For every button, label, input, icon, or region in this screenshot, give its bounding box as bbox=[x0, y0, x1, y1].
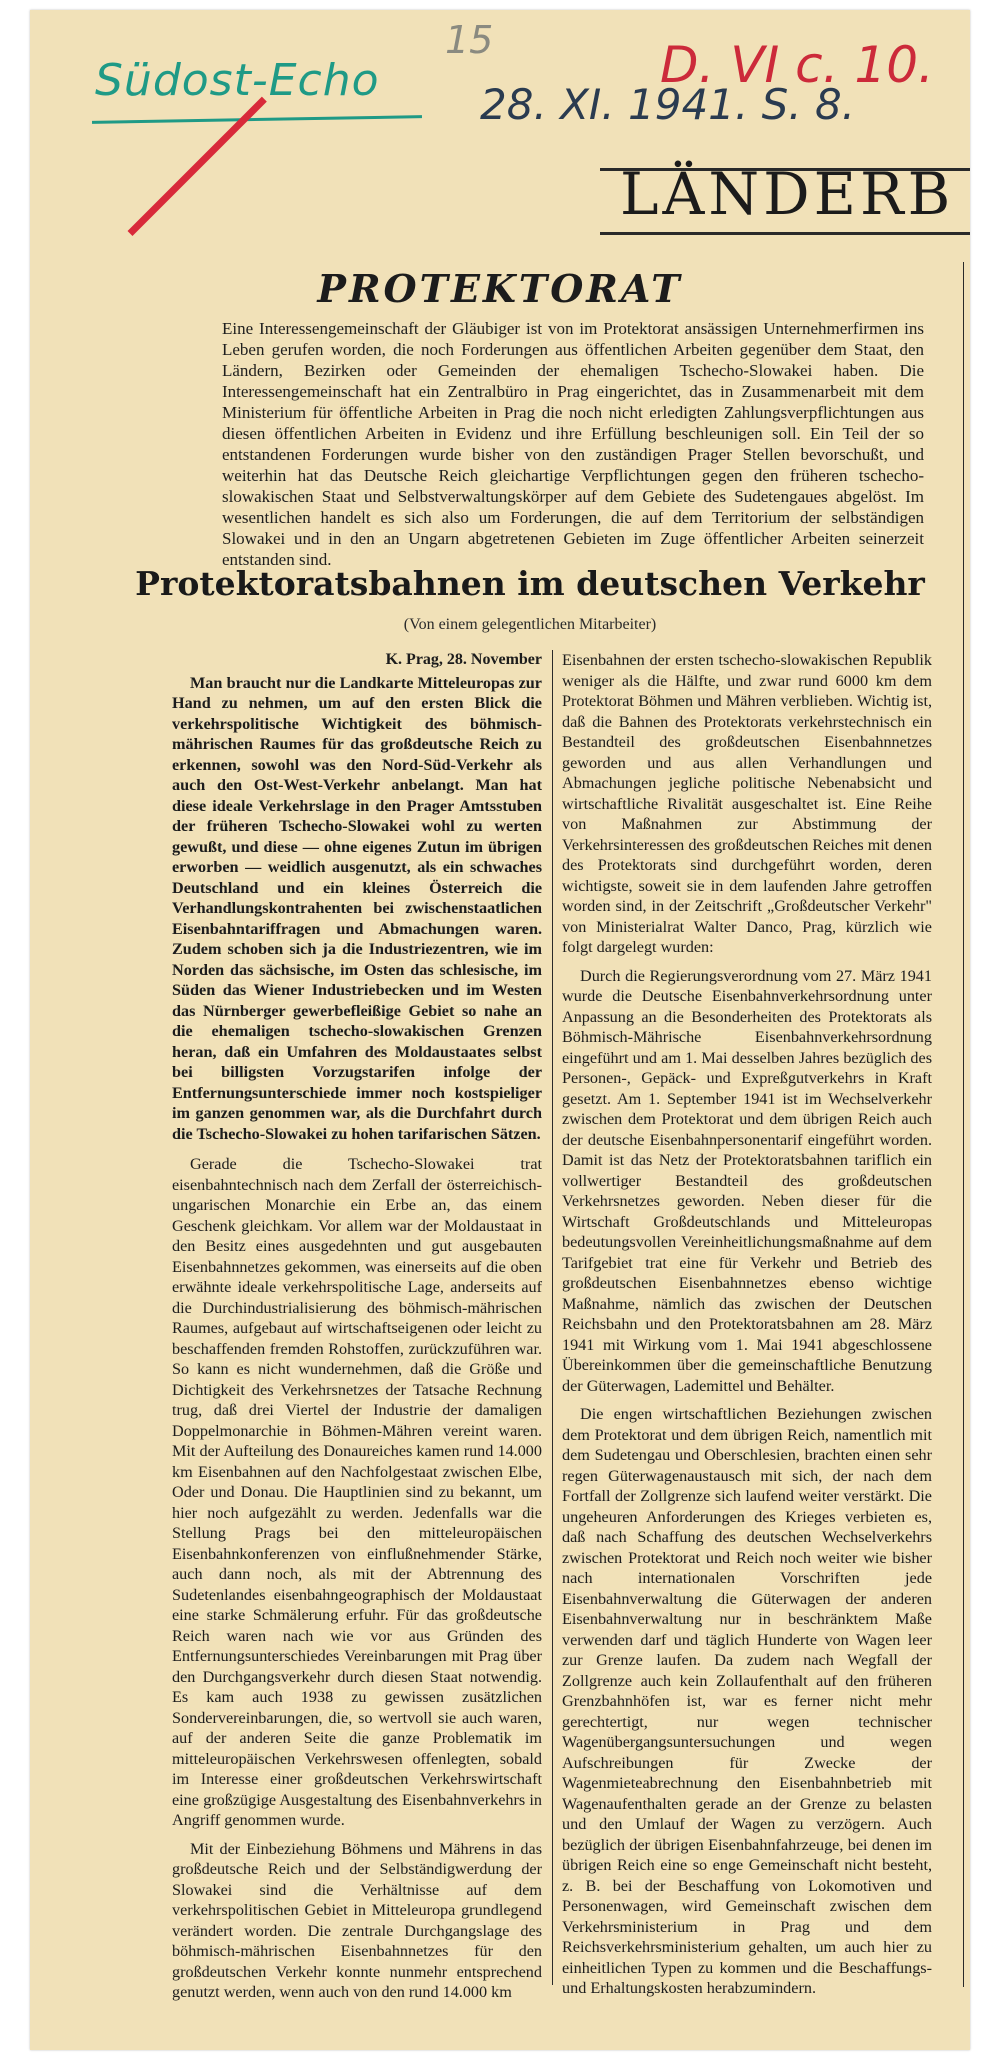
newspaper-name-annotation: Südost-Echo bbox=[95, 55, 380, 106]
article-headline: Protektoratsbahnen im deutschen Verkehr bbox=[135, 564, 925, 603]
article-paragraph: Die engen wirtschaftlichen Beziehungen zwischen dem Protektorat und dem übrigen Reich, namentlich mit dem Sudetengau und Oberschlesien, brachten einen sehr regen Güterwagenaustausch mit sich, der nach dem Fortfall der Zollgrenze sich laufend weiter verstärkt. Die ungeheuren Anforderungen des Krieges verbieten es, daß nach Schaffung des deutschen Wechselverkehrs zwischen Protektorat und Reich noch weiter wie bisher nach internationalen Vorschriften jede Eisenbahnverwaltung die Güterwagen der anderen Eisenbahnverwaltung nur in beschränktem Maße verwenden darf und täglich Hunderte von Wagen leer zur Grenze laufen. Da zudem nach Wegfall der Zollgrenze auch kein Zollaufenthalt auf den früheren Grenzbahnhöfen ist, war es ferner nicht mehr gerechtertigt, nur wegen technischer Wagenübergangsuntersuchungen und wegen Aufschreibungen für Zwecke der Wagenmieteabrechnung den Eisenbahnbetrieb mit Wagenaufenthalten gerade an der Grenze zu belasten und den Umlauf der Wagen zu verzögern. Auch bezüglich der übrigen Eisenbahnfahrzeuge, bei denen im übrigen Reich eine so enge Gemeinschaft nicht besteht, z. B. bei der Beschaffung von Lokomotiven und Personenwagen, wird Gemeinschaft zwischen dem Verkehrsministerium in Prag und dem Reichsverkehrsministerium gehalten, um auch hier zu einheitlichen Typen zu kommen und die Beschaffungs- und Erhaltungskosten herabzumindern. bbox=[562, 1405, 932, 1997]
intro-paragraph: Eine Interessengemeinschaft der Gläubiger ist von im Protektorat ansässigen Unternehmerfirmen ins Leben gerufen worden, die noch Forderungen aus öffentlichen Arbeiten gegenüber dem Staat, den Ländern, Bezirken oder Gemeinden der ehemaligen Tschecho-Slowakei haben. Die Interessengemeinschaft hat ein Zentralbüro in Prag eingerichtet, das in Zusammenarbeit mit dem Ministerium für öffentliche Arbeiten in Prag die noch nicht erledigten Zahlungsverpflichtungen aus diesen öffentlichen Arbeiten in Evidenz und ihre Erfüllung beschleunigen soll. Ein Teil der so entstandenen Forderungen wurde bisher von den zuständigen Prager Stellen bevorschußt, und weiterhin hat das Deutsche Reich gleichartige Verpflichtungen gegen den früheren tschecho-slowakischen Staat und Selbstverwaltungskörper auf dem Gebiete des Sudetengaues abgelöst. Im wesentlichen handelt es sich also um Forderungen, die auf dem Territorium der selbständigen Slowakei und in den an Ungarn abgetretenen Gebieten im Zuge öffentlicher Arbeiten seinerzeit entstanden sind. bbox=[222, 319, 924, 569]
kicker-title: PROTEKTORAT bbox=[317, 266, 683, 311]
article-paragraph: Eisenbahnen der ersten tschecho-slowakischen Republik weniger als die Hälfte, und zwar rund 6000 km dem Protektorat Böhmen und Mähren verblieben. Wichtig ist, daß die Bahnen des Protektorats verkehrstechnisch ein Bestandteil des großdeutschen Eisenbahnnetzes geworden und aus allen Verhandlungen und Abmachungen jegliche politische Nebenabsicht und wirtschaftliche Rivalität ausgeschaltet ist. Eine Reihe von Maßnahmen zur Abstimmung der Verkehrsinteressen des großdeutschen Reiches mit denen des Protektorats sind durchgeführt worden, deren wichtigste, soweit sie in dem laufenden Jahre getroffen worden sind, in der Zeitschrift „Großdeutscher Verkehr" von Ministerialrat Walter Danco, Prag, kürzlich wie folgt dargelegt wurden: bbox=[562, 651, 932, 956]
article-column-left bbox=[172, 650, 542, 2011]
article-lead: Man braucht nur die Landkarte Mitteleuropas zur Hand zu nehmen, um auf den ersten Blick die verkehrspolitische Wichtigkeit des böhmisch-mährischen Raumes für das großdeutsche Reich zu erkennen, sowohl was den Nord-Süd-Verkehr als auch den Ost-West-Verkehr anbelangt. Man hat diese ideale Verkehrslage in den Prager Amtsstuben der früheren Tschecho-Slowakei wohl zu werten gewußt, und diese — ohne eigenes Zutun im übrigen erworben — weidlich ausgenutzt, als ein schwaches Deutschland und ein kleines Österreich die Verhandlungskontrahenten bei zwischenstaatlichen Eisenbahntariffragen und Abmachungen waren. Zudem schoben sich ja die Industriezentren, wie im Norden das sächsische, im Osten das schlesische, im Süden das Wiener Industriebecken und im Westen das Nürnberger gewerbefleißige Gebiet so nahe an die ehemaligen tschecho-slowakischen Grenzen heran, daß ein Umfahren des Moldaustaates selbst bei billigsten Vorzugstarifen infolge der Entfernungsunterschiede immer noch kostspieliger im ganzen genommen war, als die Durchfahrt durch die Tschecho-Slowakei zu hohen tarifarischen Sätzen. bbox=[172, 673, 542, 1143]
article-paragraph: Durch die Regierungsverordnung vom 27. März 1941 wurde die Deutsche Eisenbahnverkehrsordnung unter Anpassung an die Besonderheiten des Protektorats als Böhmisch-Mährische Eisenbahnverkehrsordnung eingeführt und am 1. Mai desselben Jahres bezüglich des Personen-, Gepäck- und Expreßgutverkehrs in Kraft gesetzt. Am 1. September 1941 ist im Wechselverkehr zwischen dem Protektorat und dem übrigen Reich auch der deutsche Eisenbahnpersonentarif eingeführt worden. Damit ist das Netz der Protektoratsbahnen tariflich ein vollwertiger Bestandteil des großdeutschen Verkehrsnetzes geworden. Neben dieser für die Wirtschaft Großdeutschlands und Mitteleuropas bedeutungsvollen Vereinheitlichungsmaßnahme auf dem Tarifgebiet trat eine für Verkehr und Betrieb des großdeutschen Eisenbahnnetzes ebenso wichtige Maßnahme, nämlich das zwischen der Deutschen Reichsbahn und den Protektoratsbahnen am 28. März 1941 mit Wirkung vom 1. Mai 1941 abgeschlossene Übereinkommen über die gemeinschaftliche Benutzung der Güterwagen, Lademittel und Behälter. bbox=[562, 966, 932, 1395]
page-number-annotation: 15 bbox=[445, 18, 494, 62]
column-divider bbox=[552, 650, 553, 1985]
article-paragraph: Mit der Einbeziehung Böhmens und Mährens in das großdeutsche Reich und der Selbständigwerdung der Slowakei sind die Verhältnisse auf dem verkehrspolitischen Gebiet in Mitteleuropa grundlegend verändert worden. Die zentrale Durchgangslage des böhmisch-mährischen Eisenbahnnetzes für den großdeutschen Verkehr konnte nunmehr entsprechend genutzt werden, wenn auch von den rund 14.000 km bbox=[172, 1839, 542, 2001]
section-header: LÄNDERB bbox=[620, 160, 955, 228]
header-bottom-rule bbox=[600, 232, 970, 235]
archive-mark-annotation: D. VI c. 10. bbox=[660, 36, 934, 94]
page-edge-rule bbox=[963, 262, 964, 1987]
article-byline: (Von einem gelegentlichen Mitarbeiter) bbox=[403, 616, 657, 633]
article-paragraph: Gerade die Tschecho-Slowakei trat eisenbahntechnisch nach dem Zerfall der österreichisch-ungarischen Monarchie ein Erbe an, das einem Geschenk gleichkam. Vor allem war der Moldaustaat in den Besitz eines ausgedehnten und gut ausgebauten Eisenbahnnetzes gekommen, was einerseits auf die oben erwähnte ideale verkehrspolitische Lage, anderseits auf die Durchindustrialisierung des böhmisch-mährischen Raumes, aufgebaut auf wirtschaftseigenen oder leicht zu beschaffenden fremden Rohstoffen, zurückzuführen war. So kann es nicht wundernehmen, daß die Größe und Dichtigkeit des Verkehrsnetzes der Tatsache Rechnung trug, daß drei Viertel der Industrie der damaligen Doppelmonarchie in Böhmen-Mähren vereint waren. Mit der Aufteilung des Donaureiches kamen rund 14.000 km Eisenbahnen auf den Nachfolgestaat zwischen Elbe, Oder und Donau. Die Hauptlinien sind zu bekannt, um hier noch aufgezählt zu werden. Jedenfalls war die Stellung Prags bei den mitteleuropäischen Eisenbahnkonferenzen von einflußnehmender Stärke, auch dann noch, als mit der Abtrennung des Sudetenlandes eisenbahngeographisch der Moldaustaat eine starke Schmälerung erfuhr. Für das großdeutsche Reich waren nach wie vor aus Gründen des Entfernungsunterschiedes Vereinbarungen mit Prag über den Durchgangsverkehr durch diesen Staat notwendig. Es kam auch 1938 zu gewissen zusätzlichen Sondervereinbarungen, die, so wertvoll sie auch waren, auf der anderen Seite die ganze Problematik im mitteleuropäischen Verkehrswesen offenlegten, sobald im Interesse einer großdeutschen Verkehrswirtschaft eine großzügige Ausgestaltung des Eisenbahnverkehrs in Angriff genommen wurde. bbox=[172, 1155, 542, 1829]
article-column-right bbox=[562, 650, 932, 2007]
article-dateline: K. Prag, 28. November bbox=[385, 651, 542, 668]
date-annotation: 28. XI. 1941. S. 8. bbox=[480, 80, 856, 129]
